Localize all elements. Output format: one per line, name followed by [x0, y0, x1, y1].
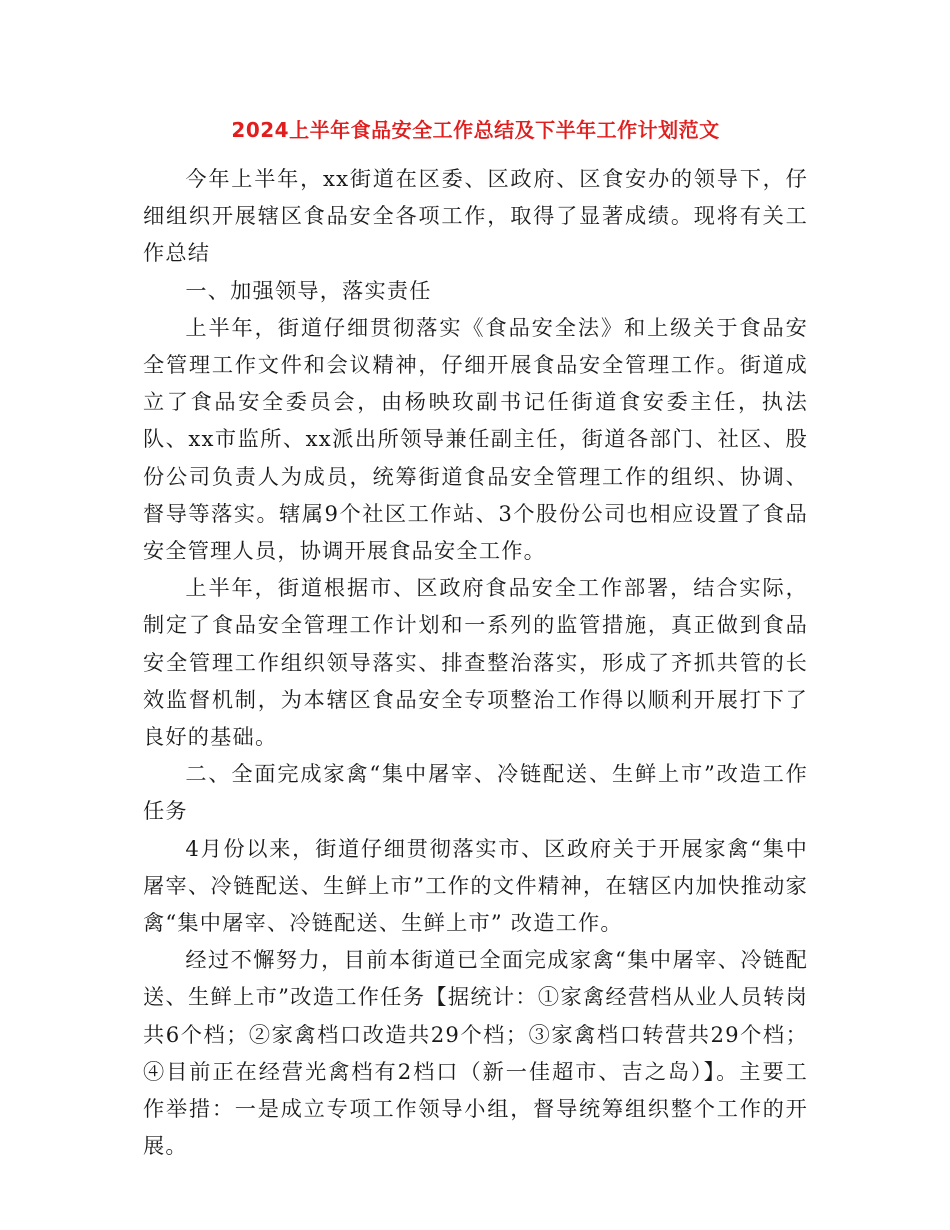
document-title: 2024上半年食品安全工作总结及下半年工作计划范文: [231, 118, 720, 142]
body-paragraph: 上半年，街道根据市、区政府食品安全工作部署，结合实际，制定了食品安全管理工作计划和一系列的监管措施，真正做到食品安全管理工作组织领导落实、排查整治落实，形成了齐抓共管的长效监督机制，为本辖区食品安全专项整治工作得以顺利开展打下了良好的基础。: [143, 575, 808, 750]
body-paragraph: 上半年，街道仔细贯彻落实《食品安全法》和上级关于食品安全管理工作文件和会议精神，仔细开展食品安全管理工作。街道成立了食品安全委员会，由杨映玫副书记任街道食安委主任，执法队、xx市监所、xx派出所领导兼任副主任，街道各部门、社区、股份公司负责人为成员，统筹街道食品安全管理工作的组织、协调、督导等落实。辖属9个社区工作站、3个股份公司也相应设置了食品安全管理人员，协调开展食品安全工作。: [143, 314, 808, 564]
body-paragraph: 经过不懈努力，目前本街道已全面完成家禽“集中屠宰、冷链配送、生鲜上市”改造工作任务【据统计：①家禽经营档从业人员转岗共6个档；②家禽档口改造共29个档；③家禽档口转营共29个档；④目前正在经营光禽档有2档口（新一佳超市、吉之岛）】。主要工作举措：一是成立专项工作领导小组，督导统筹组织整个工作的开展。: [143, 947, 808, 1159]
section-heading-2: 二、全面完成家禽“集中屠宰、冷链配送、生鲜上市”改造工作任务: [143, 761, 808, 824]
document-body: [143, 160, 808, 1164]
intro-paragraph: 今年上半年，xx街道在区委、区政府、区食安办的领导下，仔细组织开展辖区食品安全各项工作，取得了显著成绩。现将有关工作总结: [143, 166, 808, 266]
body-paragraph: 4月份以来，街道仔细贯彻落实市、区政府关于开展家禽“集中屠宰、冷链配送、生鲜上市”工作的文件精神，在辖区内加快推动家禽“集中屠宰、冷链配送、生鲜上市” 改造工作。: [143, 835, 808, 936]
section-heading-1: 一、加强领导，落实责任: [185, 277, 432, 303]
document-page: [143, 112, 808, 1164]
